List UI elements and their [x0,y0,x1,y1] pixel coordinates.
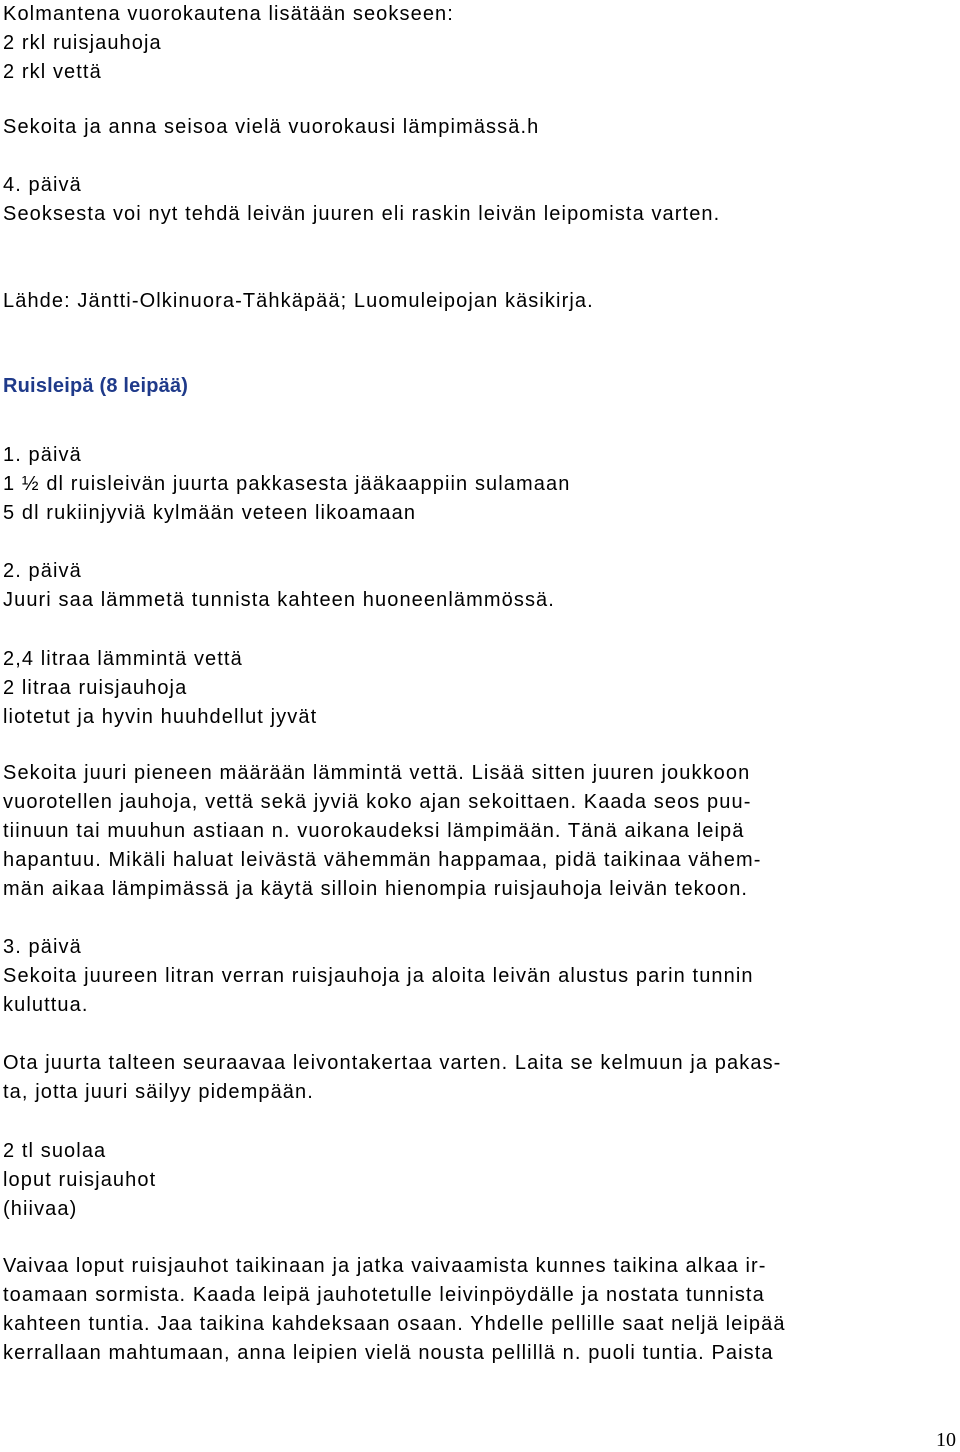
text-line: kerrallaan mahtumaan, anna leipien vielä nousta pellillä n. puoli tuntia. Paista [3,1342,774,1364]
text-line: Juuri saa lämmetä tunnista kahteen huoneenlämmössä. [3,589,555,611]
text-line: män aikaa lämpimässä ja käytä silloin hienompia ruisjauhoja leivän tekoon. [3,878,749,900]
page-number: 10 [936,1429,956,1451]
text-line: kuluttua. [3,994,89,1016]
text-line: kahteen tuntia. Jaa taikina kahdeksaan osaan. Yhdelle pellille saat neljä leipää [3,1313,786,1335]
text-line: 2 rkl ruisjauhoja [3,32,162,54]
text-line: Sekoita juureen litran verran ruisjauhoja ja aloita leivän alustus parin tunnin [3,965,754,987]
day4-block [3,171,953,229]
source-citation [3,287,953,316]
text-line: Vaivaa loput ruisjauhot taikinaan ja jatka vaivaamista kunnes taikina alkaa ir- [3,1255,767,1277]
day-heading: 4. päivä [3,174,82,196]
text-line: Sekoita juuri pieneen määrään lämmintä vettä. Lisää sitten juuren joukkoon [3,762,751,784]
text-line: Lähde: Jäntti-Olkinuora-Tähkäpää; Luomuleipojan käsikirja. [3,290,594,312]
ingredient-item: 2 litraa ruisjauhoja [3,677,188,699]
kneading-paragraph [3,1252,953,1368]
ingredient-item: (hiivaa) [3,1198,78,1220]
ingredient-item: 2,4 litraa lämmintä vettä [3,648,243,670]
text-line: 5 dl rukiinjyviä kylmään veteen likoamaan [3,502,417,524]
mixing-paragraph [3,759,953,904]
day-heading: 3. päivä [3,936,82,958]
text-line: vuorotellen jauhoja, vettä sekä jyviä koko ajan sekoittaen. Kaada seos puu- [3,791,752,813]
day3-block [3,933,953,1020]
stir-instruction [3,113,953,142]
starter-note [3,1049,953,1107]
ingredient-item: 2 tl suolaa [3,1140,107,1162]
day-heading: 2. päivä [3,560,82,582]
ingredient-item: liotetut ja hyvin huuhdellut jyvät [3,706,318,728]
text-line: 1 ½ dl ruisleivän juurta pakkasesta jääkaappiin sulamaan [3,473,571,495]
ingredients-list-day2 [3,645,953,732]
text-line: toamaan sormista. Kaada leipä jauhotetulle leivinpöydälle ja nostata tunnista [3,1284,765,1306]
day-heading: 1. päivä [3,444,82,466]
ingredient-item: loput ruisjauhot [3,1169,157,1191]
day1-block [3,441,953,528]
recipe-title: Ruisleipä (8 leipää) [3,375,189,397]
text-line: hapantuu. Mikäli haluat leivästä vähemmän happamaa, pidä taikinaa vähem- [3,849,762,871]
text-line: Seoksesta voi nyt tehdä leivän juuren eli raskin leivän leipomista varten. [3,203,721,225]
text-line: tiinuun tai muuhun astiaan n. vuorokaudeksi lämpimään. Tänä aikana leipä [3,820,745,842]
day2-block [3,557,953,615]
text-line: 2 rkl vettä [3,61,102,83]
ingredients-list-day3 [3,1137,953,1224]
text-line: ta, jotta juuri säilyy pidempään. [3,1081,314,1103]
intro-block [3,0,953,87]
text-line: Ota juurta talteen seuraavaa leivontakertaa varten. Laita se kelmuun ja pakas- [3,1052,782,1074]
text-line: Kolmantena vuorokautena lisätään seokseen: [3,3,454,25]
text-line: Sekoita ja anna seisoa vielä vuorokausi lämpimässä.h [3,116,540,138]
